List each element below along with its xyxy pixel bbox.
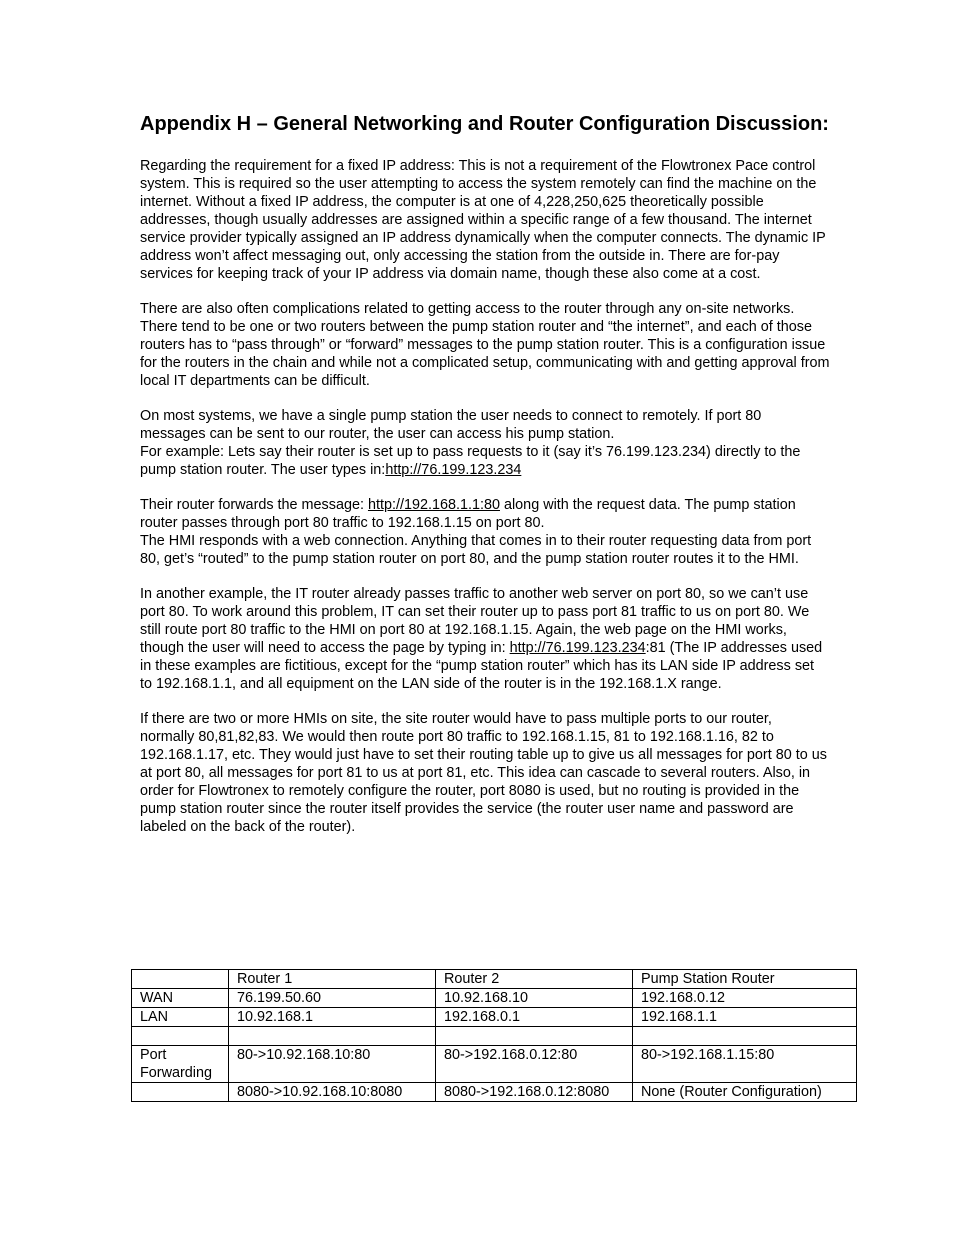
text-segment: In another example, the IT router already passes traffic to another web server on port 80, so we can’t use port 80. To work around this problem, IT can set their router up to pass port 81 traffic to us on port 80. We still route port 80 traffic to the HMI on port 80 at 192.168.1.15. Again, the web page on the HMI works, though the user will need to access the page by typing in: [140, 586, 810, 656]
table-header-row [132, 970, 857, 989]
table-cell: 192.168.0.12 [633, 989, 857, 1008]
table-row [132, 1083, 857, 1102]
table-cell: 192.168.0.1 [436, 1008, 633, 1027]
table-cell: 76.199.50.60 [229, 989, 436, 1008]
paragraph-single-pump-station [140, 407, 830, 479]
table-cell: LAN [132, 1008, 229, 1027]
paragraph-line [140, 496, 830, 532]
paragraph-line: For example: Lets say their router is set up to pass requests to it (say it’s 76.199.123.234) directly to the pump station router. The user types in: [140, 444, 801, 478]
table-cell: 8080->192.168.0.12:8080 [436, 1083, 633, 1102]
table-row [132, 1046, 857, 1083]
table-cell: 80->192.168.1.15:80 [633, 1046, 857, 1083]
table-cell: WAN [132, 989, 229, 1008]
example-url-link[interactable]: http://76.199.123.234 [385, 462, 522, 478]
table-cell: 10.92.168.10 [436, 989, 633, 1008]
paragraph-line: The HMI responds with a web connection. Anything that comes in to their router requesting data from port 80, get’s “routed” to the pump station router on port 80, and the pump station router routes it to the HMI. [140, 533, 812, 567]
table-cell: Port Forwarding [132, 1046, 229, 1083]
table-cell [132, 1083, 229, 1102]
example-url-link-port-81[interactable]: http://76.199.123.234 [509, 640, 646, 656]
table-row [132, 989, 857, 1008]
document-page [140, 112, 830, 853]
router-url-link[interactable]: http://192.168.1.1:80 [367, 497, 500, 513]
table-cell: None (Router Configuration) [633, 1083, 857, 1102]
table-header-cell: Pump Station Router [633, 970, 857, 989]
paragraph-multiple-hmis: If there are two or more HMIs on site, the site router would have to pass multiple ports to our router, normally 80,81,82,83. We would then route port 80 traffic to 192.168.1.15, 81 to 192.168.1.16, 82 to 192.168.1.17, etc. They would just have to set their routing table up to give us all messages for port 80 to us at port 80, all messages for port 81 to us at port 81, etc. This idea can cascade to several routers. Also, in order for Flowtronex to remotely configure the router, port 8080 is used, but no routing is provided in the pump station router since the router itself provides the service (the router user name and password are labeled on the back of the router). [140, 711, 827, 835]
paragraph-line: On most systems, we have a single pump station the user needs to connect to remotely. If port 80 messages can be sent to our router, the user can access his pump station. [140, 408, 762, 442]
table-cell: 80->192.168.0.12:80 [436, 1046, 633, 1083]
table-cell: 192.168.1.1 [633, 1008, 857, 1027]
text-segment: :81 (The IP addresses used in these examples are fictitious, except for the “pump station router” which has its LAN side IP address set to 192.168.1.1, and all equipment on the LAN side of the router is in the 192.168.1.X range. [140, 640, 823, 692]
paragraph-network-complications: There are also often complications related to getting access to the router through any on-site networks. There tend to be one or two routers between the pump station router and “the internet”, and each of those routers has to “pass through” or “forward” messages to the pump station router. This is a configuration issue for the routers in the chain and while not a complicated setup, communicating with and getting approval from local IT departments can be difficult. [140, 301, 830, 389]
page-title: Appendix H – General Networking and Router Configuration Discussion: [140, 113, 829, 135]
table-cell [633, 1027, 857, 1046]
table-cell: 10.92.168.1 [229, 1008, 436, 1027]
text-segment: along with the request data. The pump station router passes through port 80 traffic to 192.168.1.15 on port 80. [140, 497, 796, 531]
table-header-cell: Router 2 [436, 970, 633, 989]
table-cell [132, 1027, 229, 1046]
router-config-table [131, 969, 857, 1102]
paragraph-fixed-ip: Regarding the requirement for a fixed IP address: This is not a requirement of the Flowtronex Pace control system. This is required so the user attempting to access the system remotely can find the machine on the internet. Without a fixed IP address, the computer is at one of 4,228,250,625 theoretically possible addresses, though usually addresses are assigned within a specific range of a few thousand. The internet service provider typically assigned an IP address dynamically when the computer connects. The dynamic IP address won’t affect messaging out, only accessing the station from the outside in. There are for-pay services for keeping track of your IP address via domain name, though these also come at a cost. [140, 158, 826, 282]
table-row [132, 1027, 857, 1046]
paragraph-router-forwarding [140, 496, 830, 568]
table-row [132, 1008, 857, 1027]
table-header-cell: Router 1 [229, 970, 436, 989]
table-cell: 8080->10.92.168.10:8080 [229, 1083, 436, 1102]
table-cell [229, 1027, 436, 1046]
table-header-cell [132, 970, 229, 989]
table-cell [436, 1027, 633, 1046]
text-segment: Their router forwards the message: [140, 497, 368, 513]
table-cell: 80->10.92.168.10:80 [229, 1046, 436, 1083]
paragraph-port-81-example [140, 585, 830, 693]
